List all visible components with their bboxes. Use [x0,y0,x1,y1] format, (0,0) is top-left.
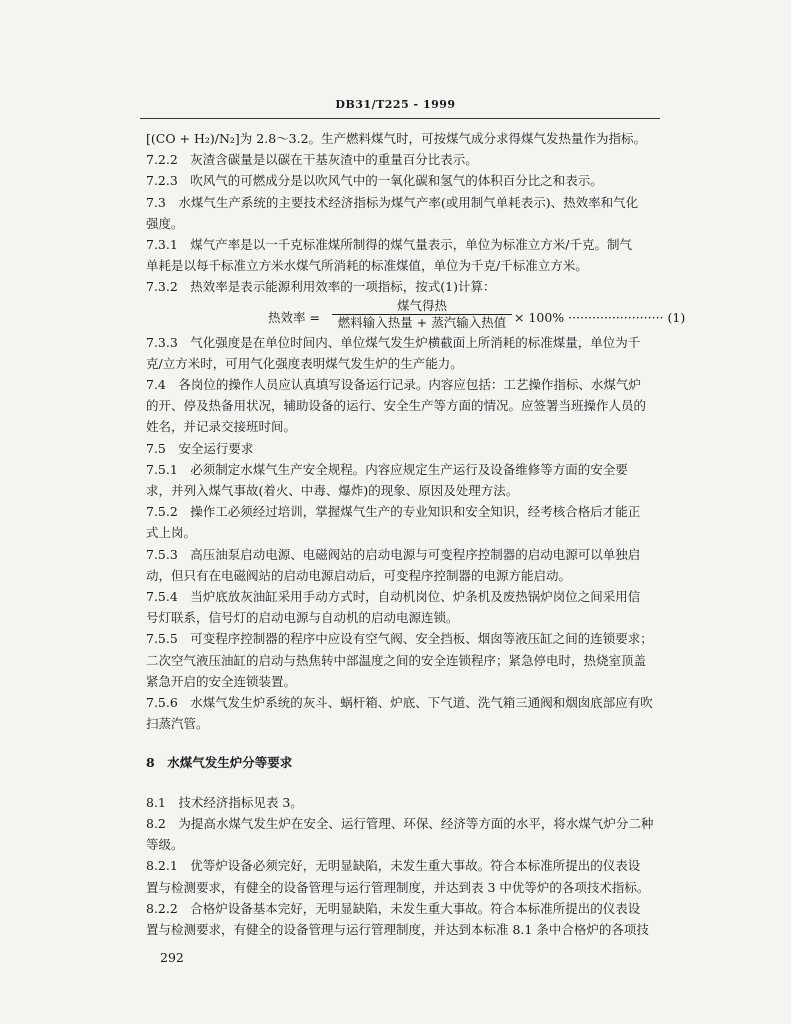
text-line: 紧急开启的安全连锁装置。 [146,673,297,689]
text-line: 8.1 技术经济指标见表 3。 [146,794,303,810]
text-line: 7.4 各岗位的操作人员应认真填写设备运行记录。内容应包括：工艺操作指标、水煤气炉 [146,377,641,393]
text-line: 7.3 水煤气生产系统的主要技术经济指标为煤气产率(或用制气单耗表示)、热效率和气化 [146,194,639,210]
formula-tail: × 100% ························ (1) [514,309,686,325]
text-line: 7.5.2 操作工必须经过培训，掌握煤气生产的专业知识和安全知识，经考核合格后才能正 [146,504,641,520]
text-line: 等级。 [146,837,184,853]
text-line: 7.3.2 热效率是表示能源利用效率的一项指标，按式(1)计算： [146,279,496,295]
text-line: 式上岗。 [146,525,197,541]
formula-numerator: 煤气得热 [332,298,512,315]
text-line: 置与检测要求，有健全的设备管理与运行管理制度，并达到本标准 8.1 条中合格炉的各项技 [146,921,649,937]
text-line: 姓名，并记录交接班时间。 [146,419,297,435]
formula-fraction [332,298,512,331]
text-line: 8.2.1 优等炉设备必须完好，无明显缺陷，未发生重大事故。符合本标准所提出的仪表设 [146,858,641,874]
standard-code-header: DB31/T225 - 1999 [335,98,456,111]
text-line: 扫蒸汽管。 [146,716,209,732]
text-line: 7.2.2 灰渣含碳量是以碳在干基灰渣中的重量百分比表示。 [146,152,478,168]
text-line: 8.2.2 合格炉设备基本完好，无明显缺陷，未发生重大事故。符合本标准所提出的仪表设 [146,900,641,916]
text-line: 求，并列入煤气事故(着火、中毒、爆炸)的现象、原因及处理方法。 [146,483,519,499]
text-line: 7.2.3 吹风气的可燃成分是以吹风气中的一氧化碳和氢气的体积百分比之和表示。 [146,173,603,189]
page-number: 292 [160,950,184,965]
text-line: 7.5.5 可变程序控制器的程序中应设有空气阀、安全挡板、烟囱等液压缸之间的连锁要求； [146,631,653,647]
text-line: 7.5.1 必须制定水煤气生产安全规程。内容应规定生产运行及设备维修等方面的安全要 [146,461,628,477]
formula-denominator: 燃料输入热量 + 蒸汽输入热值 [337,314,507,330]
text-line: 二次空气液压油缸的启动与热焦转中部温度之间的安全连锁程序；紧急停电时，热烧室顶盖 [146,652,647,668]
section-gap [146,734,686,752]
text-line: 置与检测要求，有健全的设备管理与运行管理制度，并达到表 3 中优等炉的各项技术指标。 [146,879,650,895]
header-rule [140,118,660,119]
text-line: 克/立方米时，可用气化强度表明煤气发生炉的生产能力。 [146,355,463,371]
text-line: 7.5.3 高压油泵启动电源、电磁阀站的启动电源与可变程序控制器的启动电源可以单独启 [146,546,641,562]
text-line: 强度。 [146,215,184,231]
text-line: 7.5.6 水煤气发生炉系统的灰斗、蜗杆箱、炉底、下气道、洗气箱三通阀和烟囱底部应有吹 [146,695,653,711]
text-line: 7.5 安全运行要求 [146,440,254,456]
body-text [146,128,686,940]
thermal-efficiency-formula [146,298,686,332]
text-line: 8.2 为提高水煤气发生炉在安全、运行管理、环保、经济等方面的水平，将水煤气炉分二种 [146,815,654,831]
text-line: 7.3.1 煤气产率是以一千克标准煤所制得的煤气量表示，单位为标准立方米/千克。制气 [146,237,633,253]
text-line: [(CO + H₂)/N₂]为 2.8～3.2。生产燃料煤气时，可按煤气成分求得煤气发热量作为指标。 [146,131,647,146]
text-line: 单耗是以每千标准立方米水煤气所消耗的标准煤值，单位为千克/千标准立方米。 [146,258,588,274]
section-gap [146,774,686,792]
section-heading: 8 水煤气发生炉分等要求 [146,755,293,771]
text-line: 的开、停及热备用状况，辅助设备的运行、安全生产等方面的情况。应签署当班操作人员的 [146,398,647,414]
text-line: 7.3.3 气化强度是在单位时间内、单位煤气发生炉横截面上所消耗的标准煤量，单位为千 [146,334,641,350]
formula-label: 热效率 = [268,309,320,325]
text-line: 动，但只有在电磁阀站的启动电源启动后，可变程序控制器的电源方能启动。 [146,567,572,583]
text-line: 7.5.4 当炉底放灰油缸采用手动方式时，自动机岗位、炉条机及废热锅炉岗位之间采用信 [146,589,641,605]
text-line: 号灯联系，信号灯的启动电源与自动机的启动电源连锁。 [146,610,459,626]
